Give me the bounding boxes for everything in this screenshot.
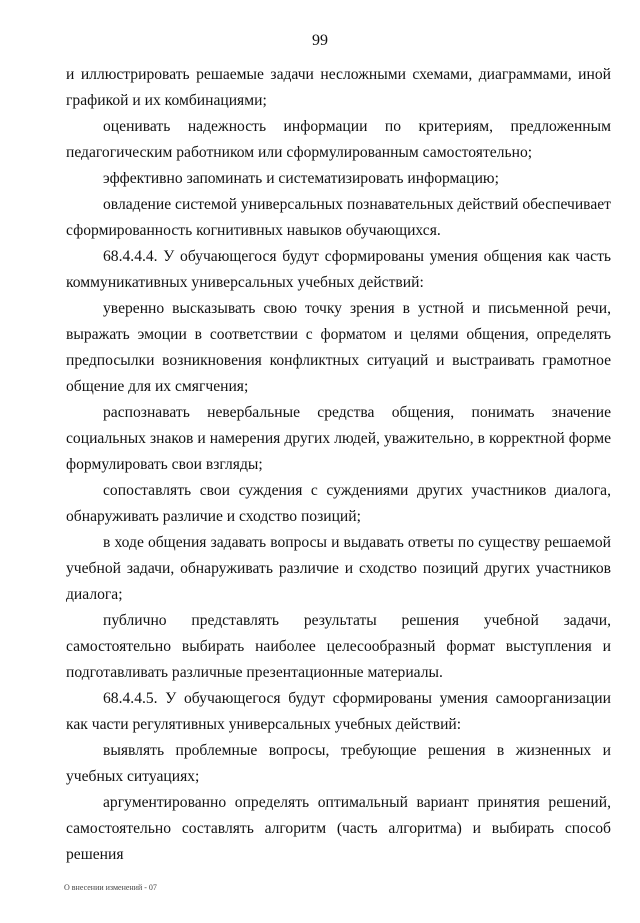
paragraph: публично представлять результаты решения учебной задачи, самостоятельно выбирать наиболее целесообразный формат выступления и подготавливать различные презентационные материалы. [66,612,611,681]
paragraph: овладение системой универсальных познавательных действий обеспечивает сформированность когнитивных навыков обучающихся. [66,196,611,239]
paragraph: сопоставлять свои суждения с суждениями других участников диалога, обнаруживать различие и сходство позиций; [66,482,611,525]
footer-note: О внесении изменений - 07 [64,883,157,892]
paragraph: уверенно высказывать свою точку зрения в устной и письменной речи, выражать эмоции в соответствии с форматом и целями общения, определять предпосылки возникновения конфликтных ситуаций и выстраивать грамотное общение для их смягчения; [66,300,611,395]
paragraph: аргументированно определять оптимальный вариант принятия решений, самостоятельно составлять алгоритм (часть алгоритма) и выбирать способ решения [66,794,611,863]
paragraph: и иллюстрировать решаемые задачи несложными схемами, диаграммами, иной графикой и их комбинациями; [66,66,611,109]
paragraph: 68.4.4.5. У обучающегося будут сформированы умения самоорганизации как части регулятивных универсальных учебных действий: [66,690,611,733]
paragraph: распознавать невербальные средства общения, понимать значение социальных знаков и намерения других людей, уважительно, в корректной форме формулировать свои взгляды; [66,404,611,473]
document-body [66,62,611,868]
paragraph: оценивать надежность информации по критериям, предложенным педагогическим работником или сформулированным самостоятельно; [66,118,611,161]
page-number: 99 [312,32,328,49]
paragraph: выявлять проблемные вопросы, требующие решения в жизненных и учебных ситуациях; [66,742,611,785]
paragraph: 68.4.4.4. У обучающегося будут сформированы умения общения как часть коммуникативных универсальных учебных действий: [66,248,611,291]
paragraph: в ходе общения задавать вопросы и выдавать ответы по существу решаемой учебной задачи, обнаруживать различие и сходство позиций других участников диалога; [66,534,611,603]
paragraph: эффективно запоминать и систематизировать информацию; [103,170,499,187]
